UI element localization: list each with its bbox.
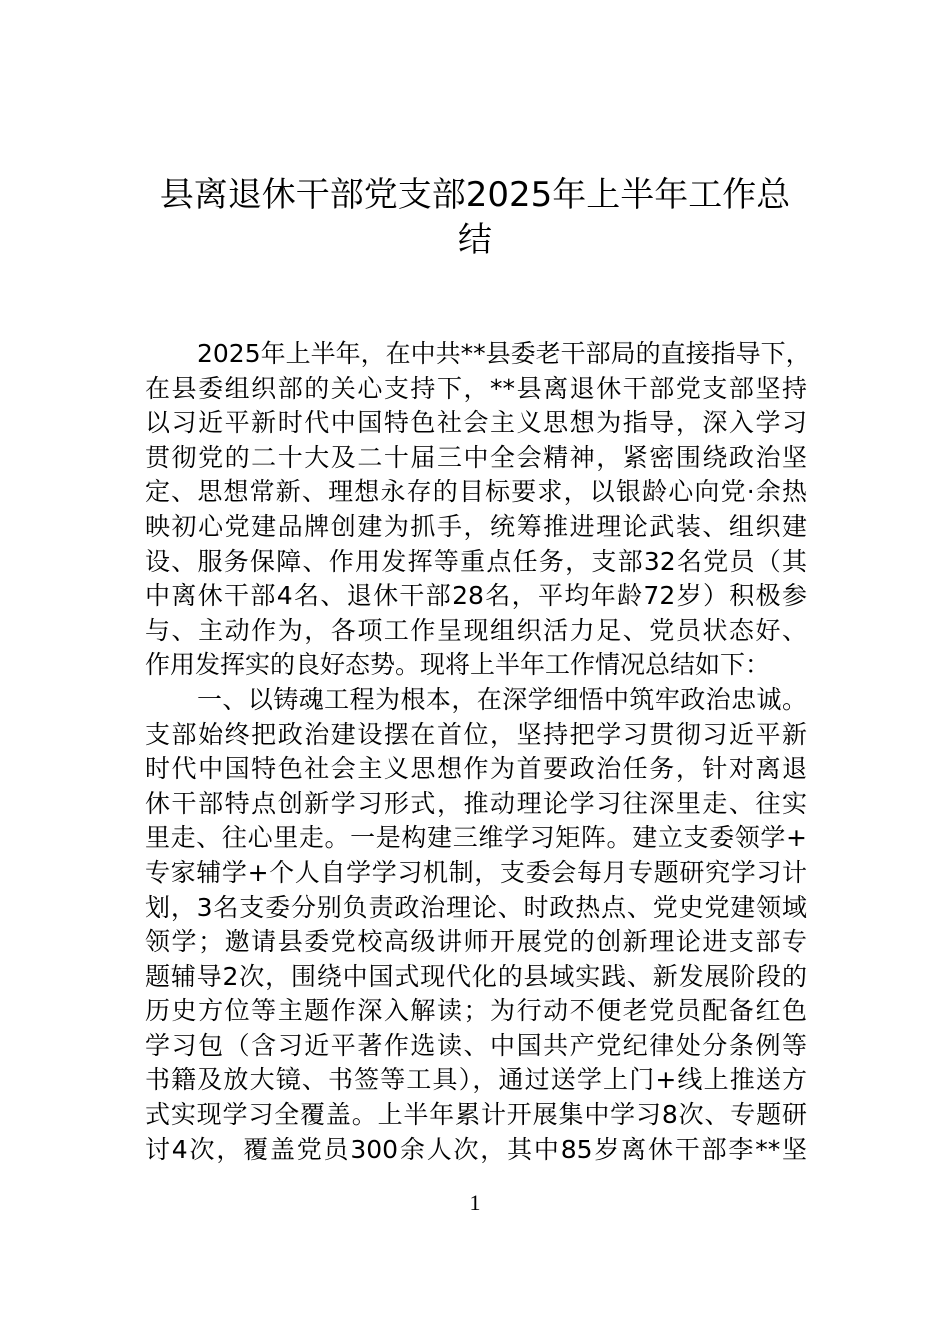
text-line: 作用发挥实的良好态势。现将上半年工作情况总结如下： (145, 650, 771, 680)
document-title-line-2: 结 (458, 220, 492, 260)
text-line: 书籍及放大镜、书签等工具），通过送学上门+线上推送方 (145, 1065, 807, 1095)
text-line: 定、思想常新、理想永存的目标要求，以银龄心向党·余热 (145, 477, 807, 507)
paragraph-section-1 (145, 683, 807, 1167)
text-line: 在县委组织部的关心支持下，**县离退休干部党支部坚持 (145, 373, 807, 403)
text-line: 映初心党建品牌创建为抓手，统筹推进理论武装、组织建 (145, 511, 807, 541)
text-line: 式实现学习全覆盖。上半年累计开展集中学习8次、专题研 (145, 1100, 807, 1130)
text-line: 历史方位等主题作深入解读；为行动不便老党员配备红色 (145, 996, 807, 1026)
text-line: 划，3名支委分别负责政治理论、时政热点、党史党建领域 (145, 892, 807, 922)
text-line: 时代中国特色社会主义思想作为首要政治任务，针对离退 (145, 754, 807, 784)
text-line: 贯彻党的二十大及二十届三中全会精神，紧密围绕政治坚 (145, 442, 807, 472)
page-number: 1 (469, 1190, 481, 1215)
text-line: 讨4次，覆盖党员300余人次，其中85岁离休干部李**坚 (145, 1134, 807, 1164)
document-title-line-1: 县离退休干部党支部2025年上半年工作总 (159, 175, 791, 215)
text-line: 里走、往心里走。一是构建三维学习矩阵。建立支委领学+ (145, 823, 807, 853)
text-line: 以习近平新时代中国特色社会主义思想为指导，深入学习 (145, 408, 807, 438)
paragraph-intro (145, 337, 811, 683)
text-line: 领学；邀请县委党校高级讲师开展党的创新理论进支部专 (145, 927, 807, 957)
text-line: 设、服务保障、作用发挥等重点任务，支部32名党员（其 (145, 546, 807, 576)
section-heading-line: 一、以铸魂工程为根本，在深学细悟中筑牢政治忠诚。 (197, 684, 807, 714)
text-line: 学习包（含习近平著作选读、中国共产党纪律处分条例等 (145, 1030, 807, 1060)
document-body (145, 337, 811, 1167)
text-line: 休干部特点创新学习形式，推动理论学习往深里走、往实 (145, 788, 807, 818)
text-line: 题辅导2次，围绕中国式现代化的县域实践、新发展阶段的 (145, 961, 807, 991)
text-line: 2025年上半年，在中共**县委老干部局的直接指导下， (197, 339, 811, 368)
text-line: 中离休干部4名、退休干部28名，平均年龄72岁）积极参 (145, 581, 807, 611)
text-line: 与、主动作为，各项工作呈现组织活力足、党员状态好、 (145, 615, 807, 645)
text-line: 专家辅学+个人自学学习机制，支委会每月专题研究学习计 (145, 857, 807, 887)
text-line: 支部始终把政治建设摆在首位，坚持把学习贯彻习近平新 (145, 719, 807, 749)
